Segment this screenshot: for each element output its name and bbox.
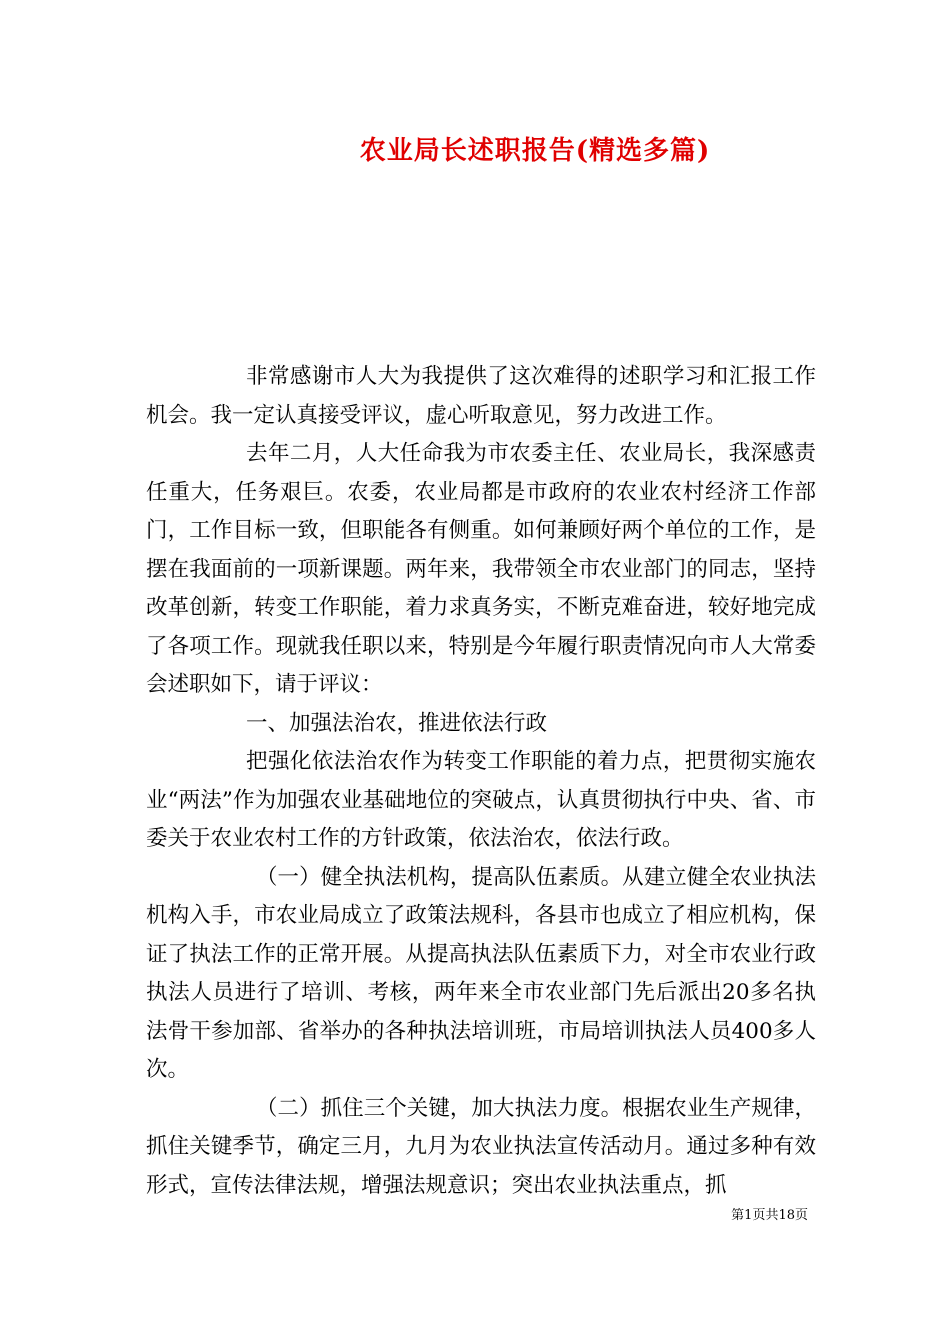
paragraph-background: 去年二月，人大任命我为市农委主任、农业局长，我深感责任重大，任务艰巨。农委，农业局都是市政府的农业农村经济工作部门，工作目标一致，但职能各有侧重。如何兼顾好两个单位的工作，是摆在我面前的一项新课题。两年来，我带领全市农业部门的同志，坚持改革创新，转变工作职能，着力求真务实，不断克难奋进，较好地完成了各项工作。现就我任职以来，特别是今年履行职责情况向市人大常委会述职如下，请于评议： [146,441,816,697]
paragraph-section-1: 把强化依法治农作为转变工作职能的着力点，把贯彻实施农业“两法”作为加强农业基础地位的突破点，认真贯彻执行中央、省、市委关于农业农村工作的方针政策，依法治农，依法行政。 [146,749,816,851]
document-title: 农业局长述职报告(精选多篇) [359,136,711,166]
section-heading-1: 一、加强法治农，推进依法行政 [246,710,548,736]
paragraph-subsection-1: （一）健全执法机构，提高队伍素质。从建立健全农业执法机构入手，市农业局成立了政策法规科，各县市也成立了相应机构，保证了执法工作的正常开展。从提高执法队伍素质下力，对全市农业行政执法人员进行了培训、考核，两年来全市农业部门先后派出20多名执法骨干参加部、省举办的各种执法培训班，市局培训执法人员400多人次。 [146,864,816,1082]
document-body [146,358,816,1205]
page-number: 第1页共18页 [731,1208,808,1223]
paragraph-subsection-2: （二）抓住三个关键，加大执法力度。根据农业生产规律，抓住关键季节，确定三月，九月为农业执法宣传活动月。通过多种有效形式，宣传法律法规，增强法规意识；突出农业执法重点，抓 [146,1095,816,1198]
paragraph-intro: 非常感谢市人大为我提供了这次难得的述职学习和汇报工作机会。我一定认真接受评议，虚心听取意见，努力改进工作。 [146,364,816,428]
